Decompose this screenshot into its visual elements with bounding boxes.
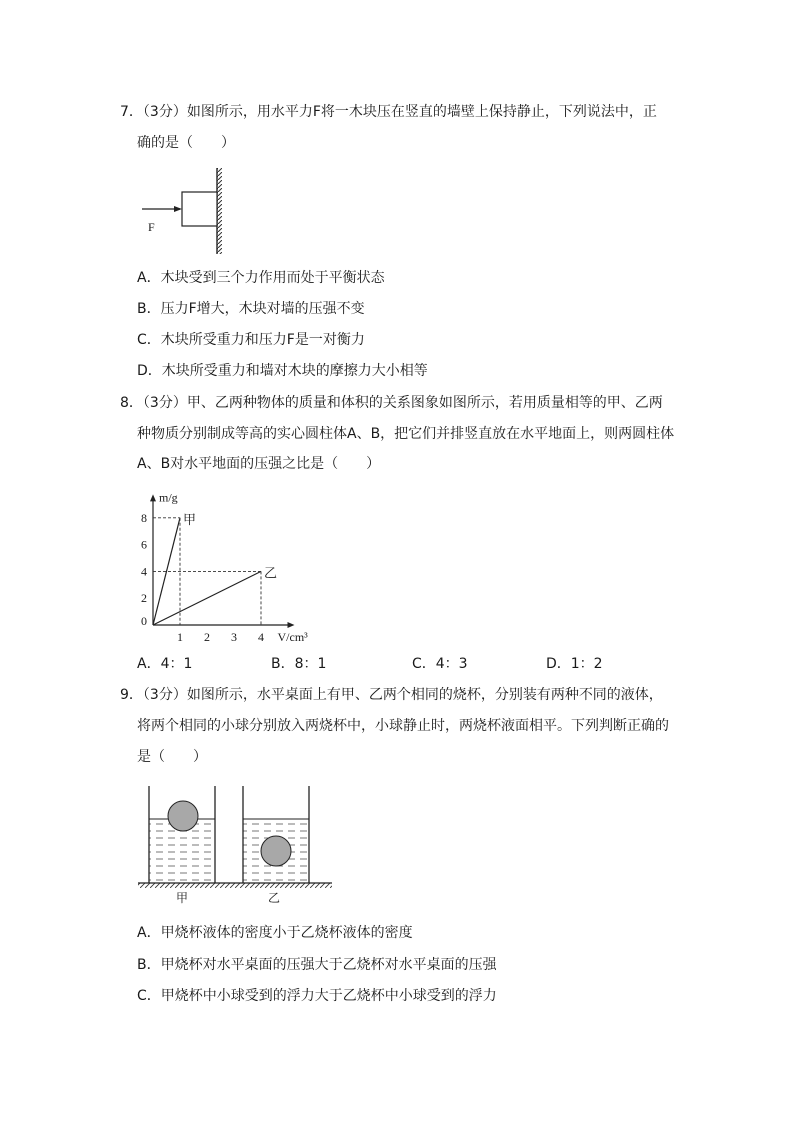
ball-yi (261, 836, 291, 866)
q7-option-a: A．木块受到三个力作用而处于平衡状态 (137, 270, 385, 286)
series-label-0: 甲 (183, 512, 197, 528)
beaker-label-yi: 乙 (268, 891, 281, 905)
wood-block (182, 192, 217, 226)
table-hatching (138, 883, 332, 888)
q8-option-d: D．1：2 (546, 656, 603, 672)
y-axis-arrowhead (150, 494, 156, 501)
series-label-1: 乙 (264, 566, 278, 582)
q9-option-c: C．甲烧杯中小球受到的浮力大于乙烧杯中小球受到的浮力 (137, 988, 497, 1004)
series-line-1 (153, 571, 261, 625)
y-tick-label: 4 (141, 564, 147, 579)
q9-stem-line2: 将两个相同的小球分别放入两烧杯中，小球静止时，两烧杯液面相平。下列判断正确的 (137, 718, 669, 734)
q9-beakers-figure (130, 778, 345, 908)
x-axis-label: V/cm³ (277, 630, 308, 644)
q8-option-b: B．8：1 (271, 656, 327, 672)
q9-stem-line1: 9．（3分）如图所示，水平桌面上有甲、乙两个相同的烧杯，分别装有两种不同的液体， (120, 687, 663, 703)
x-tick-label: 2 (204, 630, 210, 644)
q7-stem-line1: 7．（3分）如图所示，用水平力F将一木块压在竖直的墙壁上保持静止，下列说法中，正 (120, 104, 657, 120)
beaker-jia (149, 786, 215, 883)
beaker-label-jia: 甲 (176, 891, 189, 905)
q9-option-a: A．甲烧杯液体的密度小于乙烧杯液体的密度 (137, 925, 413, 941)
q8-stem-line3: A、B对水平地面的压强之比是（ ） (137, 456, 381, 472)
y-tick-label: 6 (141, 537, 147, 552)
y-tick-label: 0 (141, 614, 147, 628)
x-tick-label: 3 (231, 630, 237, 644)
mass-volume-chart (130, 478, 350, 650)
q7-stem-line2: 确的是（ ） (137, 135, 235, 151)
q7-option-d: D．木块所受重力和墙对木块的摩擦力大小相等 (137, 363, 428, 379)
wall-hatching (217, 168, 222, 254)
ball-jia (168, 801, 198, 831)
force-label: F (148, 220, 155, 234)
q8-stem-line2: 种物质分别制成等高的实心圆柱体A、B，把它们并排竖直放在水平地面上，则两圆柱体 (137, 426, 675, 442)
y-axis-label: m/g (159, 490, 178, 505)
x-tick-label: 4 (258, 630, 264, 644)
q8-stem-line1: 8．（3分）甲、乙两种物体的质量和体积的关系图象如图所示，若用质量相等的甲、乙两 (120, 395, 663, 411)
y-tick-label: 8 (141, 510, 147, 525)
y-tick-label: 2 (141, 591, 147, 606)
q7-option-c: C．木块所受重力和压力F是一对衡力 (137, 332, 365, 348)
q7-option-b: B．压力F增大，木块对墙的压强不变 (137, 301, 365, 317)
q9-option-b: B．甲烧杯对水平桌面的压强大于乙烧杯对水平桌面的压强 (137, 957, 497, 973)
x-axis-arrowhead (288, 622, 295, 628)
force-arrowhead (174, 206, 182, 212)
x-tick-label: 1 (177, 630, 183, 644)
q9-stem-line3: 是（ ） (137, 749, 207, 765)
q8-option-a: A．4：1 (137, 656, 193, 672)
beaker-yi (243, 786, 309, 883)
q8-option-c: C．4：3 (412, 656, 468, 672)
q7-wall-block-figure (130, 160, 240, 260)
